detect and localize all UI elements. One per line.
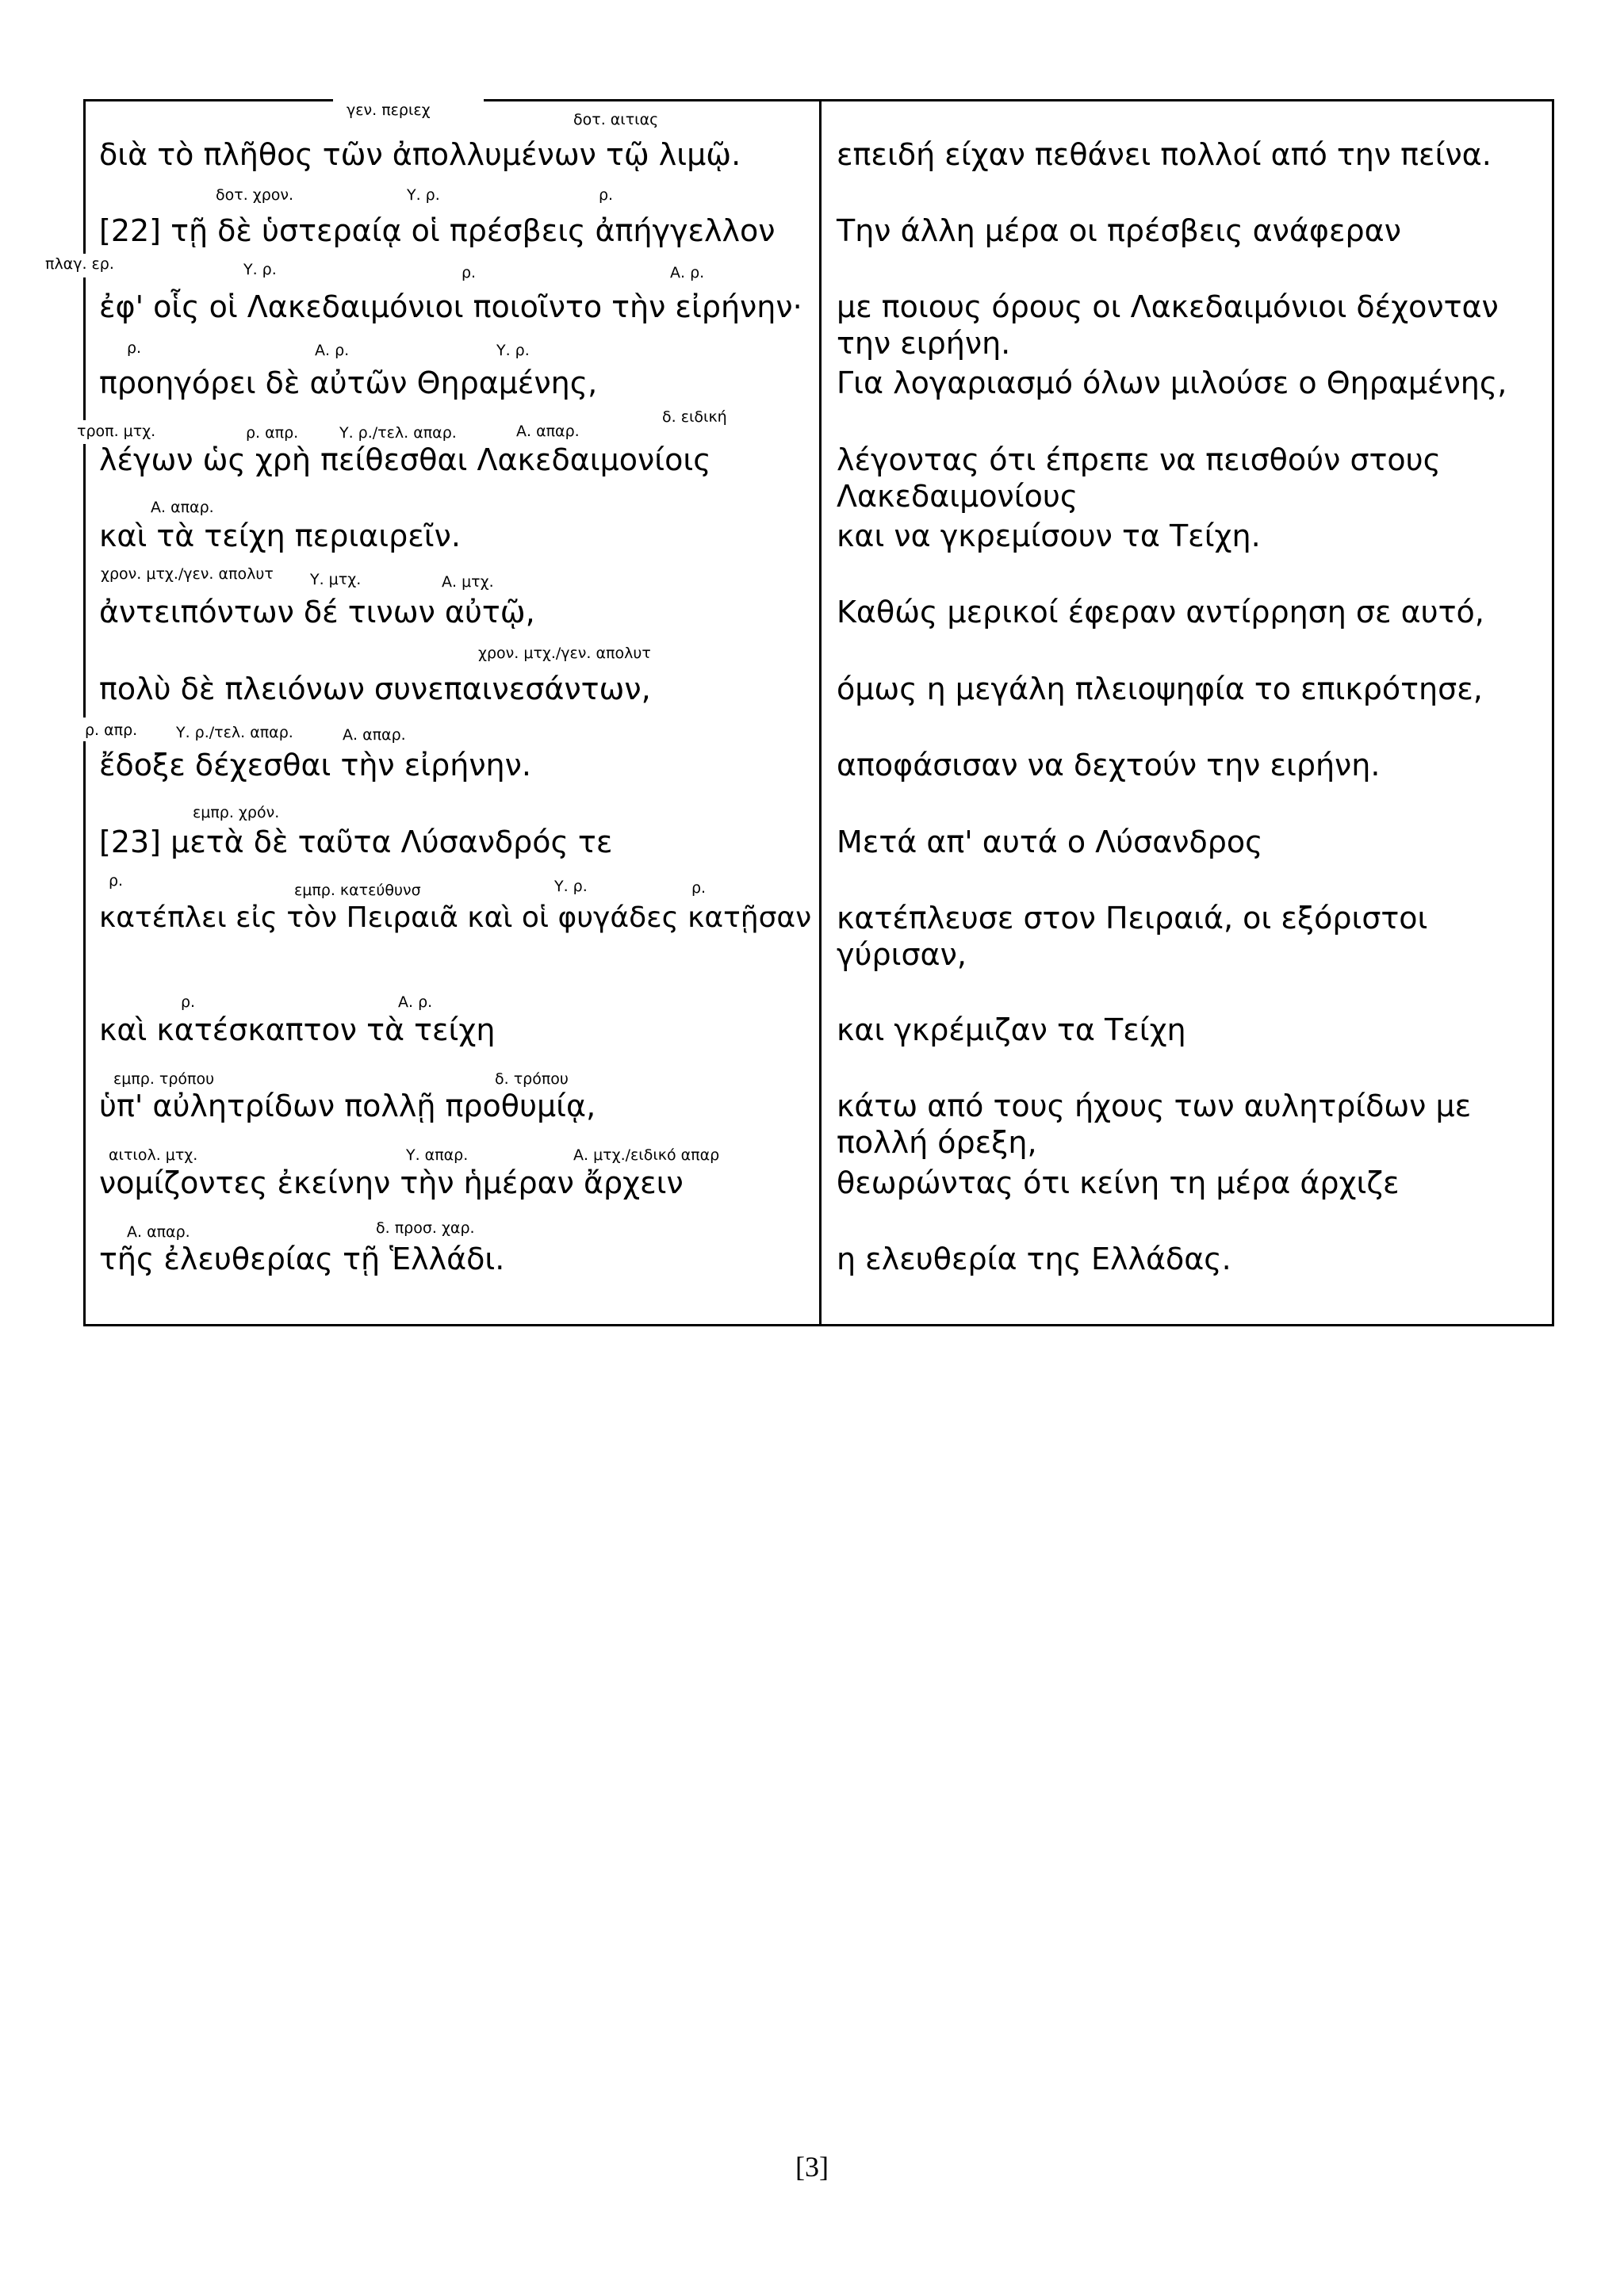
gloss: χρον. μτχ./γεν. απολυτ [478, 645, 651, 662]
greek-line: ἐφ' οἷς οἱ Λακεδαιμόνιοι ποιοῖντο τὴν εἰρήνην· [99, 289, 802, 324]
gloss: Α. απαρ. [516, 423, 580, 440]
translation-line: αποφάσισαν να δεχτούν την ειρήνη. [837, 748, 1381, 783]
translation-line: με ποιους όρους οι Λακεδαιμόνιοι δέχονταν την ειρήνη. [837, 289, 1499, 361]
greek-line: ὑπ' αὐλητρίδων πολλῇ προθυμίᾳ, [99, 1089, 596, 1123]
gloss: εμπρ. τρόπου [113, 1070, 215, 1088]
gloss: Α. ρ. [670, 264, 705, 281]
translation-line: όμως η μεγάλη πλειοψηφία το επικρότησε, [837, 672, 1483, 706]
translation-line: Την άλλη μέρα οι πρέσβεις ανάφεραν [837, 213, 1401, 248]
gloss: Α. μτχ./ειδικό απαρ [573, 1146, 720, 1164]
gloss: Υ. ρ./τελ. απαρ. [176, 724, 293, 741]
greek-line: λέγων ὡς χρὴ πείθεσθαι Λακεδαιμονίοις [99, 442, 711, 477]
greek-line: πολὺ δὲ πλειόνων συνεπαινεσάντων, [99, 672, 651, 706]
greek-line: καὶ τὰ τείχη περιαιρεῖν. [99, 519, 461, 553]
gloss: ρ. [691, 879, 707, 897]
gloss: ρ. [181, 993, 196, 1011]
gloss: Υ. ρ. [554, 878, 588, 895]
translation-line: κάτω από τους ήχους των αυλητρίδων με πολλή όρεξη, [837, 1089, 1472, 1160]
gloss: χρον. μτχ./γεν. απολυτ [101, 565, 274, 583]
gloss: δ. τρόπου [495, 1070, 569, 1088]
gloss: Υ. ρ. [243, 261, 277, 278]
gloss: δοτ. αιτιας [573, 111, 659, 128]
gloss: Α. ρ. [315, 342, 350, 359]
greek-line: προηγόρει δὲ αὐτῶν Θηραμένης, [99, 365, 598, 400]
translation-line: και να γκρεμίσουν τα Τείχη. [837, 519, 1261, 553]
gloss: τροπ. μτχ. [77, 423, 156, 440]
gloss: δ. ειδική [662, 408, 727, 426]
gloss: Α. ρ. [398, 993, 433, 1011]
greek-line: [22] τῇ δὲ ὑστεραίᾳ οἱ πρέσβεις ἀπήγγελλον [99, 213, 776, 248]
greek-line: ἔδοξε δέχεσθαι τὴν εἰρήνην. [99, 748, 531, 783]
translation-line: η ελευθερία της Ελλάδας. [837, 1242, 1231, 1276]
gloss: Α. απαρ. [151, 499, 214, 516]
gloss: εμπρ. κατεύθυνσ [294, 882, 421, 899]
gloss: ρ. [109, 872, 124, 890]
gloss: Υ. απαρ. [406, 1146, 469, 1164]
translation-line: κατέπλευσε στον Πειραιά, οι εξόριστοι γύρισαν, [837, 901, 1428, 972]
gloss: Υ. ρ. [407, 186, 440, 204]
gloss: ρ. [462, 264, 477, 281]
translation-line: και γκρέμιζαν τα Τείχη [837, 1012, 1186, 1047]
greek-line: νομίζοντες ἐκείνην τὴν ἡμέραν ἄρχειν [99, 1165, 684, 1200]
gloss: εμπρ. χρόν. [193, 804, 280, 821]
gloss: ρ. [599, 186, 614, 204]
greek-line: κατέπλει εἰς τὸν Πειραιᾶ καὶ οἱ φυγάδες κατῇσαν [99, 901, 812, 934]
gloss: Α. μτχ. [442, 573, 494, 591]
gloss: γεν. περιεχ [347, 101, 431, 119]
greek-line: ἀντειπόντων δέ τινων αὐτῷ, [99, 595, 535, 629]
greek-line: διὰ τὸ πλῆθος τῶν ἀπολλυμένων τῷ λιμῷ. [99, 137, 741, 172]
gloss: ρ. απρ. [246, 424, 299, 442]
translation-line: Καθώς μερικοί έφεραν αντίρρηση σε αυτό, [837, 595, 1484, 629]
gloss: δ. προσ. χαρ. [376, 1219, 475, 1237]
greek-line: [23] μετὰ δὲ ταῦτα Λύσανδρός τε [99, 825, 613, 859]
translation-line: Μετά απ' αυτά ο Λύσανδρος [837, 825, 1263, 859]
gloss: Α. απαρ. [343, 726, 406, 744]
gloss: Υ. ρ. [496, 342, 530, 359]
translation-line: θεωρώντας ότι κείνη τη μέρα άρχιζε [837, 1165, 1400, 1200]
gloss: πλαγ. ερ. [45, 255, 114, 273]
translation-line: λέγοντας ότι έπρεπε να πεισθούν στους Λακεδαιμονίους [837, 442, 1441, 514]
gloss: ρ. [127, 339, 142, 357]
translation-line: Για λογαριασμό όλων μιλούσε ο Θηραμένης, [837, 365, 1507, 400]
greek-line: τῆς ἐλευθερίας τῇ Ἑλλάδι. [99, 1242, 505, 1276]
gloss: αιτιολ. μτχ. [109, 1146, 198, 1164]
gloss: Α. απαρ. [127, 1223, 190, 1241]
gloss: ρ. απρ. [85, 721, 138, 739]
column-divider [819, 99, 822, 1326]
gloss: δοτ. χρον. [216, 186, 294, 204]
gloss: Υ. μτχ. [310, 571, 362, 588]
greek-line: καὶ κατέσκαπτον τὰ τείχη [99, 1012, 496, 1047]
page-number: [3] [795, 2151, 829, 2183]
gloss: Υ. ρ./τελ. απαρ. [339, 424, 457, 442]
translation-line: επειδή είχαν πεθάνει πολλοί από την πείνα. [837, 137, 1492, 172]
